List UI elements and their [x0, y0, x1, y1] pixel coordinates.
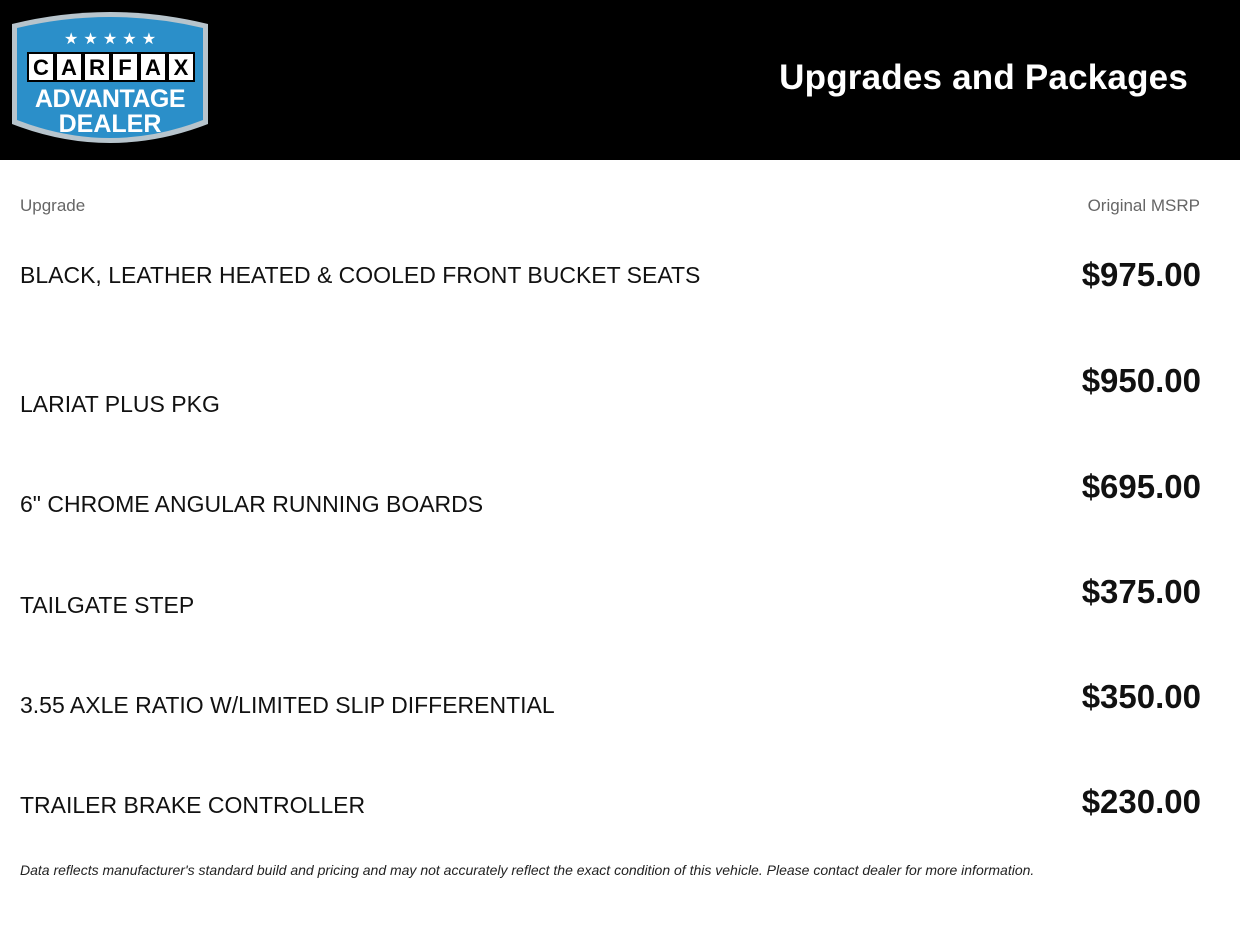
svg-text:DEALER: DEALER — [58, 110, 162, 138]
svg-text:F: F — [118, 55, 132, 80]
svg-text:ADVANTAGE: ADVANTAGE — [34, 85, 186, 113]
carfax-advantage-dealer-logo — [6, 6, 214, 154]
page-title: Upgrades and Packages — [779, 58, 1188, 97]
svg-text:C: C — [33, 55, 49, 80]
svg-text:X: X — [173, 55, 189, 80]
svg-text:A: A — [61, 55, 77, 80]
upgrade-name-6: TRAILER BRAKE CONTROLLER — [20, 792, 366, 818]
page-header — [0, 0, 1240, 160]
upgrade-price-3: $695.00 — [1081, 468, 1201, 505]
upgrade-name-1: BLACK, LEATHER HEATED & COOLED FRONT BUCKET SEATS — [20, 262, 701, 288]
upgrade-name-3: 6" CHROME ANGULAR RUNNING BOARDS — [20, 491, 484, 517]
msrp-column-header: Original MSRP — [1087, 196, 1200, 215]
disclaimer-footnote: Data reflects manufacturer's standard build and pricing and may not accurately reflect the exact condition of this vehicle. Please contact dealer for more information. — [20, 862, 1035, 878]
svg-text:R: R — [89, 55, 105, 80]
upgrade-name-2: LARIAT PLUS PKG — [20, 391, 220, 417]
svg-text:A: A — [145, 55, 161, 80]
upgrade-price-4: $375.00 — [1081, 573, 1201, 610]
upgrade-column-header: Upgrade — [20, 196, 86, 215]
upgrade-price-5: $350.00 — [1081, 678, 1201, 715]
upgrade-name-4: TAILGATE STEP — [20, 592, 195, 618]
carfax-badge-icon — [6, 6, 214, 154]
upgrade-price-1: $975.00 — [1081, 256, 1201, 293]
upgrade-price-2: $950.00 — [1081, 362, 1201, 399]
svg-text:★ ★ ★ ★ ★: ★ ★ ★ ★ ★ — [63, 29, 157, 48]
upgrade-name-5: 3.55 AXLE RATIO W/LIMITED SLIP DIFFERENTIAL — [20, 692, 555, 718]
upgrade-price-6: $230.00 — [1081, 783, 1201, 820]
